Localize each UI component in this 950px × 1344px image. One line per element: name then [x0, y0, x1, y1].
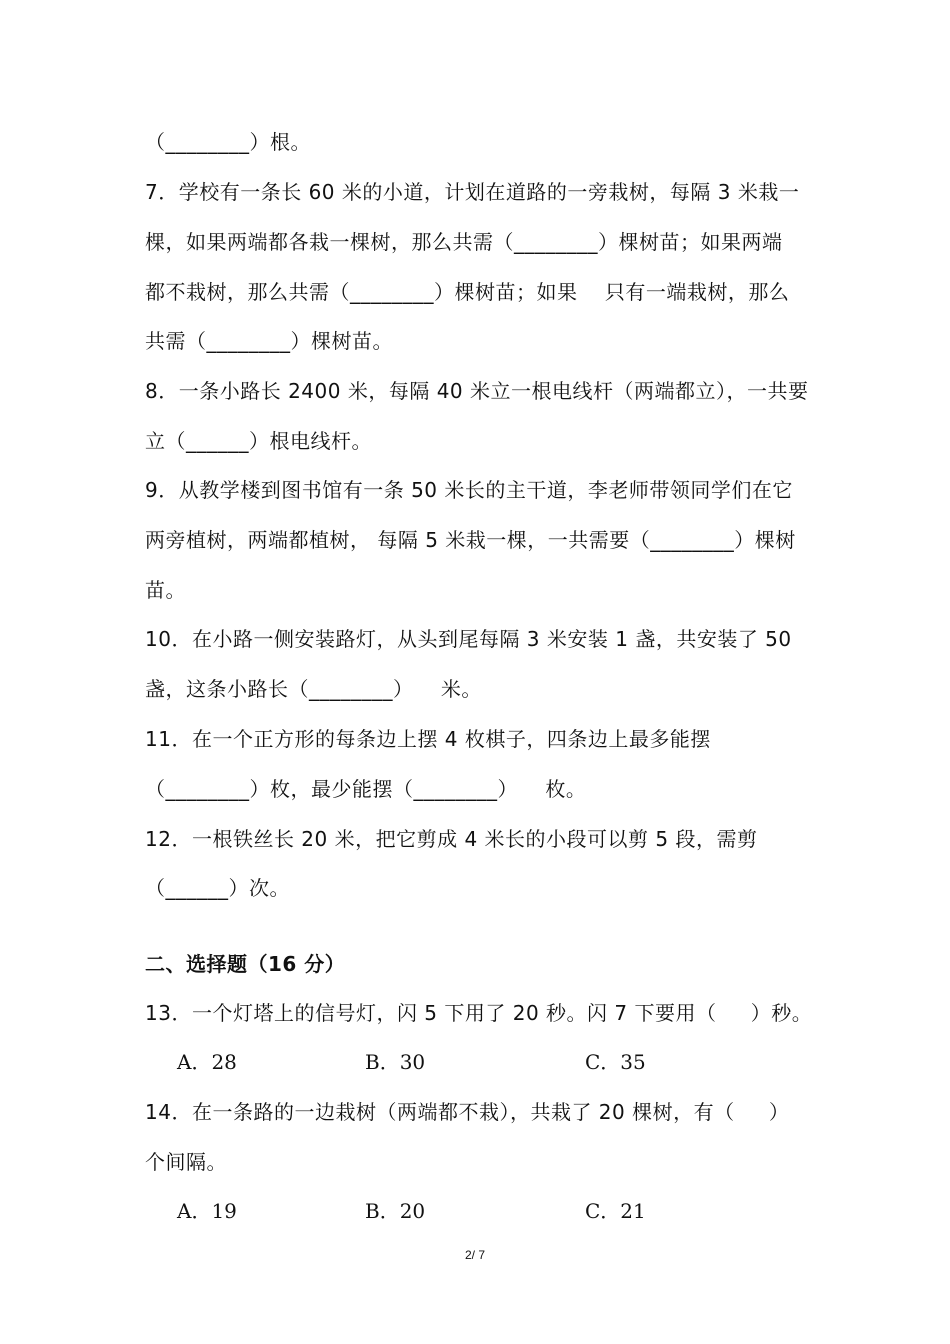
q13-stem: 13．一个灯塔上的信号灯，闪 5 下用了 20 秒。闪 7 下要用（ ）秒。	[145, 1001, 813, 1025]
q11-line-2: （________）枚，最少能摆（________） 枚。	[145, 777, 587, 801]
page-number: 2/ 7	[464, 1248, 485, 1262]
q14-option-a: A．19	[177, 1199, 237, 1223]
q13-option-b: B．30	[365, 1050, 426, 1074]
q11-line-1: 11．在一个正方形的每条边上摆 4 枚棋子，四条边上最多能摆	[145, 727, 711, 751]
q12-line-2: （______）次。	[145, 876, 290, 900]
q10-line-1: 10．在小路一侧安装路灯，从头到尾每隔 3 米安装 1 盏，共安装了 50	[145, 627, 792, 651]
q14-option-b: B．20	[365, 1199, 426, 1223]
q13-option-a: A．28	[177, 1050, 237, 1074]
q10-line-2: 盏，这条小路长（________） 米。	[145, 677, 482, 701]
q9-line-2: 两旁植树，两端都植树， 每隔 5 米栽一棵，一共需要（________）棵树	[145, 528, 796, 552]
q14-option-c: C．21	[585, 1199, 646, 1223]
q12-line-1: 12．一根铁丝长 20 米，把它剪成 4 米长的小段可以剪 5 段，需剪	[145, 827, 758, 851]
q13-option-c: C．35	[585, 1050, 646, 1074]
q7-line-4: 共需（________）棵树苗。	[145, 329, 393, 353]
q8-line-2: 立（______）根电线杆。	[145, 429, 372, 453]
section-title-choice: 二、选择题（16 分）	[145, 952, 346, 976]
q9-line-3: 苗。	[145, 578, 186, 602]
q7-line-1: 7．学校有一条长 60 米的小道，计划在道路的一旁栽树，每隔 3 米栽一	[145, 180, 800, 204]
q6-continuation: （________）根。	[145, 130, 311, 154]
q8-line-1: 8．一条小路长 2400 米，每隔 40 米立一根电线杆（两端都立），一共要	[145, 379, 809, 403]
q7-line-3: 都不栽树，那么共需（________）棵树苗；如果 只有一端栽树，那么	[145, 280, 790, 304]
q9-line-1: 9．从教学楼到图书馆有一条 50 米长的主干道，李老师带领同学们在它	[145, 478, 793, 502]
q7-line-2: 棵，如果两端都各栽一棵树，那么共需（________）棵树苗；如果两端	[145, 230, 783, 254]
q14-stem-line-2: 个间隔。	[145, 1150, 227, 1174]
q14-stem-line-1: 14．在一条路的一边栽树（两端都不栽），共栽了 20 棵树，有（ ）	[145, 1100, 790, 1124]
